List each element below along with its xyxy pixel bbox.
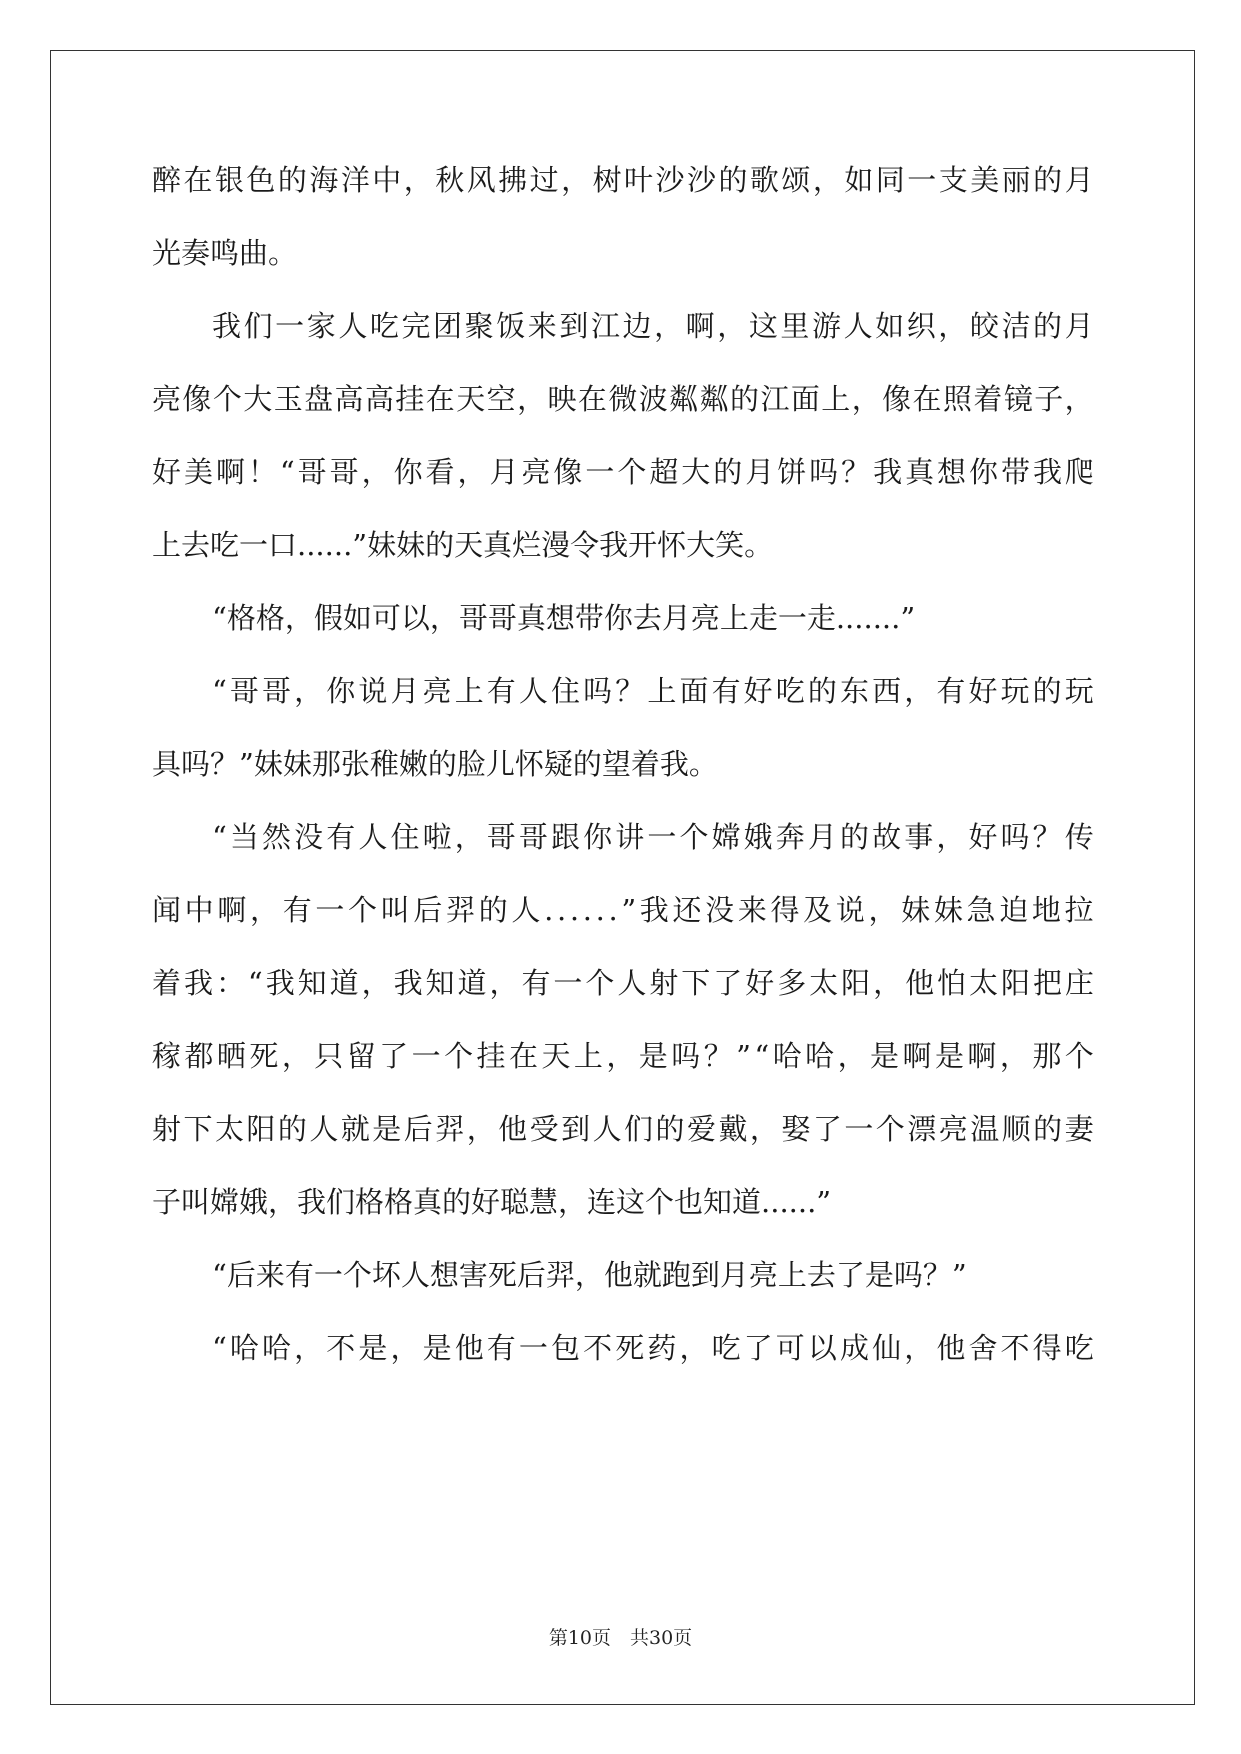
text-line: 亮 像 个 大 玉 盘 高 高 挂 在 天 空 ， 映 在 微 波 粼 粼 的 江 面 上 ， 像 在 照 着 镜 子 ， — [152, 382, 1094, 416]
text-line: 具吗？”妹妹那张稚嫩的脸儿怀疑的望着我。 — [152, 747, 718, 781]
page-footer — [0, 1623, 1241, 1650]
text-line: 稼 都 晒 死 ， 只 留 了 一 个 挂 在 天 上 ， 是 吗 ？ ” “ 哈 哈 ， 是 啊 是 啊 ， 那 个 — [152, 1039, 1094, 1073]
text-line: 着 我 ： “ 我 知 道 ， 我 知 道 ， 有 一 个 人 射 下 了 好 多 太 阳 ， 他 怕 太 阳 把 庄 — [152, 966, 1094, 1000]
text-line: “ 哥 哥 ， 你 说 月 亮 上 有 人 住 吗 ？ 上 面 有 好 吃 的 东 西 ， 有 好 玩 的 玩 — [212, 674, 1094, 708]
text-line: “格格，假如可以，哥哥真想带你去月亮上走一走.......” — [212, 601, 916, 635]
text-line: 闻 中 啊 ， 有 一 个 叫 后 羿 的 人 . . . . . . ” 我 还 没 来 得 及 说 ， 妹 妹 急 迫 地 拉 — [152, 893, 1094, 927]
page-border — [50, 50, 1195, 1705]
text-line: 子叫嫦娥，我们格格真的好聪慧，连这个也知道......” — [152, 1185, 832, 1219]
text-line: 射 下 太 阳 的 人 就 是 后 羿 ， 他 受 到 人 们 的 爱 戴 ， 娶 了 一 个 漂 亮 温 顺 的 妻 — [152, 1112, 1094, 1146]
text-line: 光奏鸣曲。 — [152, 236, 298, 270]
text-line: 好 美 啊 ！ “ 哥 哥 ， 你 看 ， 月 亮 像 一 个 超 大 的 月 饼 吗 ？ 我 真 想 你 带 我 爬 — [152, 455, 1094, 489]
text-line: “后来有一个坏人想害死后羿，他就跑到月亮上去了是吗？” — [212, 1258, 967, 1292]
page-number-label: 第10页 共30页 — [548, 1627, 693, 1649]
text-line: 醉 在 银 色 的 海 洋 中 ， 秋 风 拂 过 ， 树 叶 沙 沙 的 歌 颂 ， 如 同 一 支 美 丽 的 月 — [152, 163, 1094, 197]
text-line: “ 哈 哈 ， 不 是 ， 是 他 有 一 包 不 死 药 ， 吃 了 可 以 成 仙 ， 他 舍 不 得 吃 — [212, 1331, 1094, 1365]
text-line: “ 当 然 没 有 人 住 啦 ， 哥 哥 跟 你 讲 一 个 嫦 娥 奔 月 的 故 事 ， 好 吗 ？ 传 — [212, 820, 1094, 854]
text-line: 上去吃一口......”妹妹的天真烂漫令我开怀大笑。 — [152, 528, 774, 562]
text-line: 我 们 一 家 人 吃 完 团 聚 饭 来 到 江 边 ， 啊 ， 这 里 游 人 如 织 ， 皎 洁 的 月 — [212, 309, 1094, 343]
